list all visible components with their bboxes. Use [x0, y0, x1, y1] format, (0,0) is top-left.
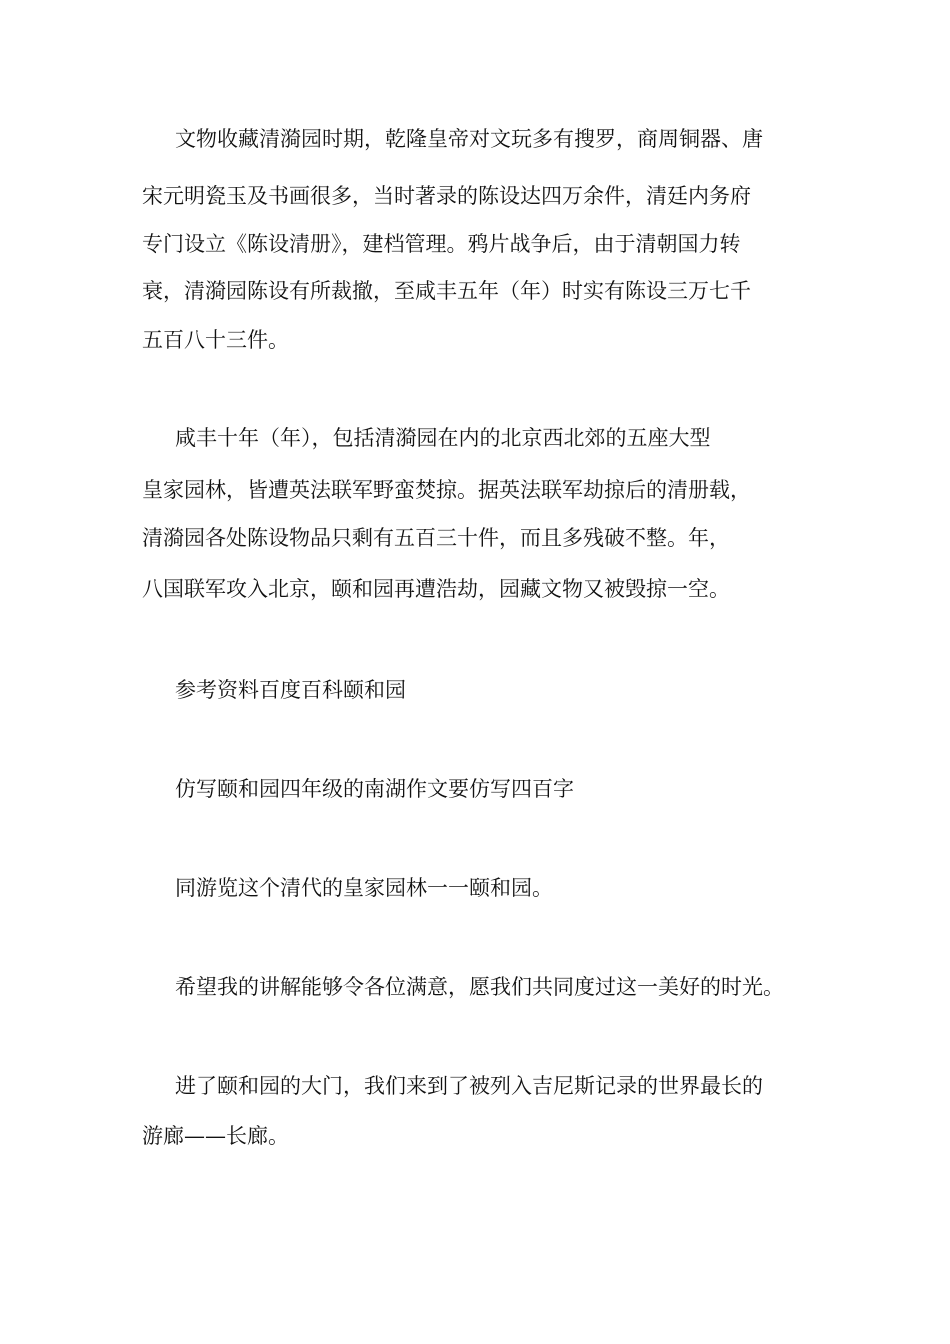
paragraph-reference: 参考资料百度百科颐和园 [175, 678, 406, 702]
paragraph-line: 衰，清漪园陈设有所裁撤，至咸丰五年（年）时实有陈设三万七千 [142, 279, 751, 303]
paragraph-wish: 希望我的讲解能够令各位满意，愿我们共同度过这一美好的时光。 [175, 975, 784, 999]
paragraph-line: 咸丰十年（年），包括清漪园在内的北京西北郊的五座大型 [175, 426, 711, 450]
paragraph-line: 皇家园林，皆遭英法联军野蛮焚掠。据英法联军劫掠后的清册载， [142, 478, 751, 502]
paragraph-line: 进了颐和园的大门，我们来到了被列入吉尼斯记录的世界最长的 [175, 1074, 763, 1098]
paragraph-essay-title: 仿写颐和园四年级的南湖作文要仿写四百字 [175, 777, 574, 801]
paragraph-line: 清漪园各处陈设物品只剩有五百三十件，而且多残破不整。年， [142, 526, 730, 550]
paragraph-line: 宋元明瓷玉及书画很多，当时著录的陈设达四万余件，清廷内务府 [142, 184, 751, 208]
paragraph-tour-intro: 同游览这个清代的皇家园林一一颐和园。 [175, 876, 553, 900]
paragraph-line: 游廊——长廊。 [142, 1124, 289, 1148]
paragraph-line: 文物收藏清漪园时期，乾隆皇帝对文玩多有搜罗，商周铜器、唐 [175, 127, 763, 151]
paragraph-line: 八国联军攻入北京，颐和园再遭浩劫，园藏文物又被毁掠一空。 [142, 577, 730, 601]
paragraph-line: 专门设立《陈设清册》，建档管理。鸦片战争后，由于清朝国力转 [142, 232, 741, 256]
paragraph-line: 五百八十三件。 [142, 328, 289, 352]
